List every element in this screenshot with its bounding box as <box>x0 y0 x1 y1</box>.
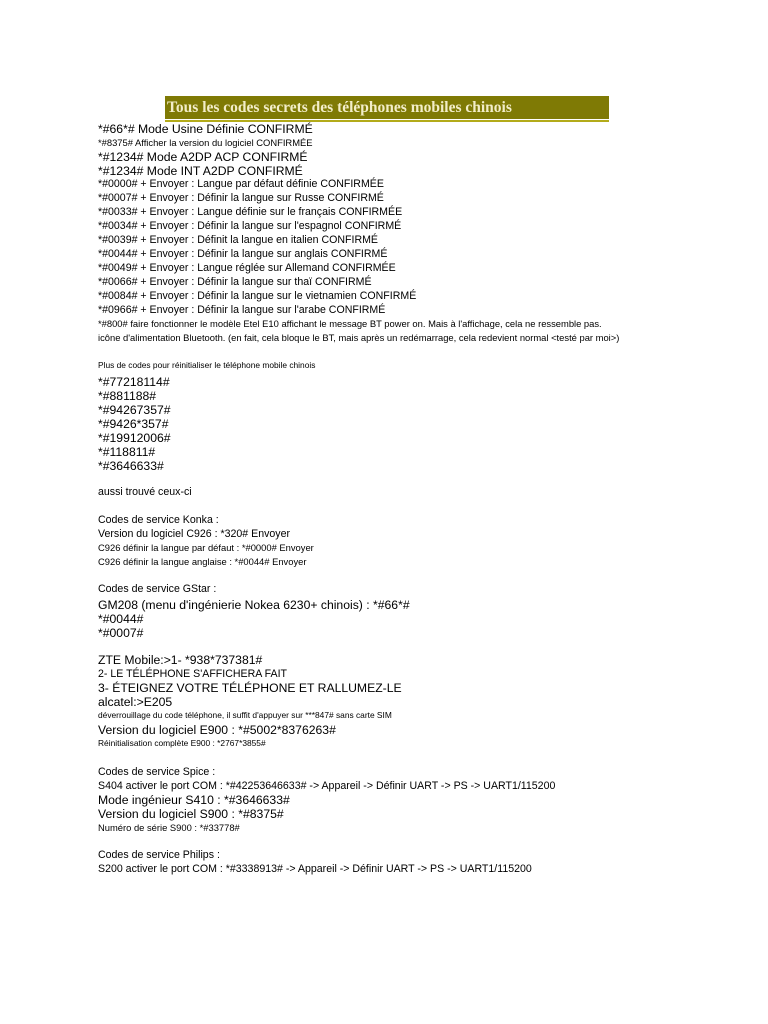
section-heading: Codes de service Philips : <box>98 849 220 861</box>
code-line: *#94267357# <box>98 403 171 417</box>
text-line: *#0066# + Envoyer : Définir la langue sur thaï CONFIRMÉ <box>98 276 372 288</box>
section-heading: Codes de service GStar : <box>98 583 217 595</box>
text-line: *#66*# Mode Usine Définie CONFIRMÉ <box>98 122 313 136</box>
text-line: C926 définir la langue par défaut : *#0000# Envoyer <box>98 542 314 553</box>
text-line: S200 activer le port COM : *#3338913# -> Appareil -> Définir UART -> PS -> UART1/115200 <box>98 863 532 875</box>
text-line: *#1234# Mode A2DP ACP CONFIRMÉ <box>98 150 308 164</box>
code-line: *#77218114# <box>98 375 170 389</box>
text-line: Version du logiciel S900 : *#8375# <box>98 807 284 821</box>
text-line: 3- ÉTEIGNEZ VOTRE TÉLÉPHONE ET RALLUMEZ-LE <box>98 681 402 695</box>
text-line: Version du logiciel E900 : *#5002*8376263# <box>98 723 336 737</box>
code-line: *#118811# <box>98 445 156 459</box>
text-line: GM208 (menu d'ingénierie Nokea 6230+ chinois) : *#66*# <box>98 598 410 612</box>
text-line: *#1234# Mode INT A2DP CONFIRMÉ <box>98 164 303 178</box>
section-heading: Codes de service Spice : <box>98 766 216 778</box>
text-line: *#800# faire fonctionner le modèle Etel E10 affichant le message BT power on. Mais à l'affichage, cela ne ressemble pas. <box>98 318 602 329</box>
text-line: déverrouillage du code téléphone, il suffit d'appuyer sur ***847# sans carte SIM <box>98 710 392 720</box>
code-line: *#881188# <box>98 389 157 403</box>
text-line: *#0034# + Envoyer : Définir la langue sur l'espagnol CONFIRMÉ <box>98 220 402 232</box>
text-line: Numéro de série S900 : *#33778# <box>98 822 240 833</box>
text-line: Version du logiciel C926 : *320# Envoyer <box>98 528 290 540</box>
text-line: *#0084# + Envoyer : Définir la langue sur le vietnamien CONFIRMÉ <box>98 290 417 302</box>
section-heading: Codes de service Konka : <box>98 514 219 526</box>
code-line: *#0007# <box>98 626 144 640</box>
section-heading: Plus de codes pour réinitialiser le téléphone mobile chinois <box>98 360 316 370</box>
text-line: *#0007# + Envoyer : Définir la langue sur Russe CONFIRMÉ <box>98 192 384 204</box>
text-line: *#0966# + Envoyer : Définir la langue sur l'arabe CONFIRMÉ <box>98 304 386 316</box>
text-line: *#0033# + Envoyer : Langue définie sur le français CONFIRMÉE <box>98 206 403 218</box>
code-line: *#9426*357# <box>98 417 169 431</box>
text-line: *#0039# + Envoyer : Définit la langue en italien CONFIRMÉ <box>98 234 378 246</box>
code-line: *#19912006# <box>98 431 171 445</box>
text-line: S404 activer le port COM : *#42253646633# -> Appareil -> Définir UART -> PS -> UART1/115200 <box>98 780 556 792</box>
page-title: Tous les codes secrets des téléphones mobiles chinois <box>165 96 609 119</box>
text-line: icône d'alimentation Bluetooth. (en fait, cela bloque le BT, mais après un redémarrage, cela redevient normal <testé par moi>) <box>98 332 620 343</box>
code-line: *#3646633# <box>98 459 164 473</box>
code-line: *#0044# <box>98 612 144 626</box>
text-line: Mode ingénieur S410 : *#3646633# <box>98 793 290 807</box>
text-line: ZTE Mobile:>1- *938*737381# <box>98 653 263 667</box>
text-line: *#0000# + Envoyer : Langue par défaut définie CONFIRMÉE <box>98 178 384 190</box>
text-line: alcatel:>E205 <box>98 695 173 709</box>
text-line: *#0049# + Envoyer : Langue réglée sur Allemand CONFIRMÉE <box>98 262 396 274</box>
text-line: aussi trouvé ceux-ci <box>98 486 192 498</box>
text-line: C926 définir la langue anglaise : *#0044# Envoyer <box>98 556 307 567</box>
text-line: 2- LE TÉLÉPHONE S'AFFICHERA FAIT <box>98 668 288 680</box>
text-line: *#8375# Afficher la version du logiciel CONFIRMÉE <box>98 137 313 148</box>
text-line: Réinitialisation complète E900 : *2767*3855# <box>98 738 266 748</box>
text-line: *#0044# + Envoyer : Définir la langue sur anglais CONFIRMÉ <box>98 248 388 260</box>
